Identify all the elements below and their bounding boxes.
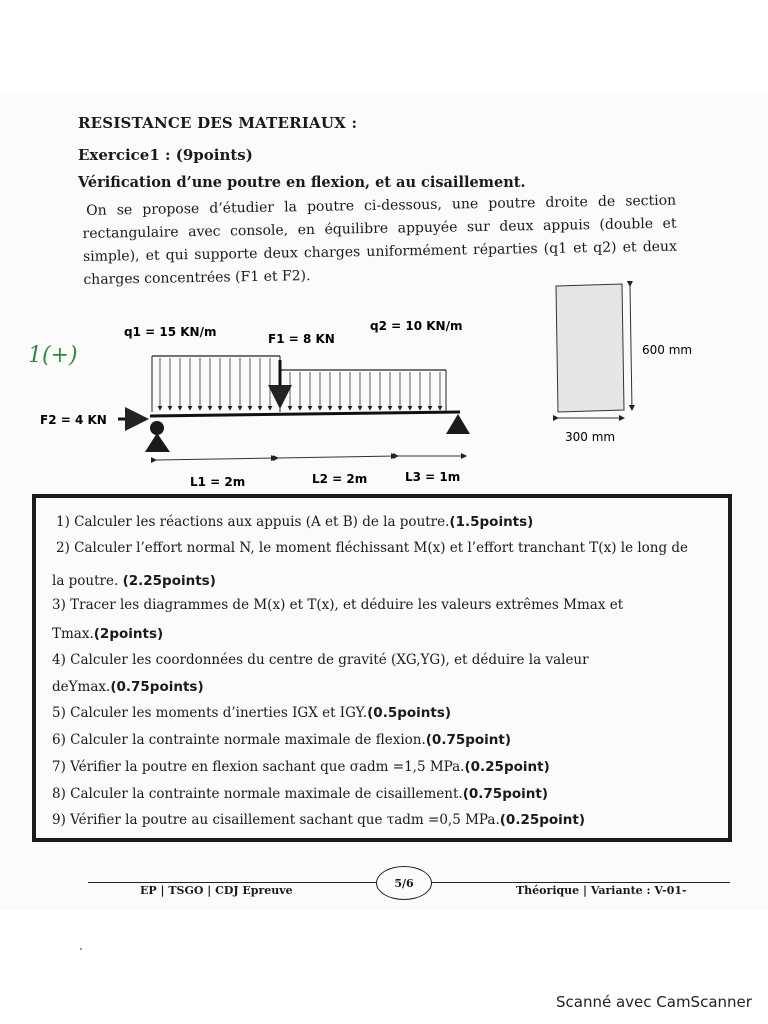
support-b [446,414,470,434]
question-1: 1) Calculer les réactions aux appuis (A et B) de la poutre.(1.5points) [56,514,534,530]
question-2-cont: la poutre. (2.25points) [52,573,216,589]
q2-load [280,370,446,412]
top-margin [0,0,768,92]
intro-text: On se propose d’étudier la poutre ci-dessous, une poutre droite de section rectangulaire avec console, en équilibre appuyée sur deux appuis (double et simple), et qui supporte deux charges uniformément réparties (q1 et q2) et deux charges concentrées (F1 et F2). [82,192,678,288]
question-4-cont: deYmax.(0.75points) [52,679,204,695]
q1-load [152,356,280,412]
beam-line [150,412,460,416]
camscanner-watermark: Scanné avec CamScanner [556,993,752,1011]
l1-label: L1 = 2m [190,475,246,489]
f1-label: F1 = 8 KN [268,332,335,346]
q2-label: q2 = 10 KN/m [370,319,463,333]
exercise-heading: Exercice1 : (9points) [78,146,253,164]
q1-label: q1 = 15 KN/m [124,325,217,339]
section-height-label: 600 mm [642,343,693,357]
question-3-cont: Tmax.(2points) [52,626,164,642]
footer-left: EP | TSGO | CDJ Epreuve [140,884,293,897]
footer-right: Théorique | Variante : V-01- [516,884,687,897]
question-5: 5) Calculer les moments d’inerties IGX et IGY.(0.5points) [52,705,452,721]
page-number: 5/6 [376,866,432,900]
question-8: 8) Calculer la contrainte normale maximale de cisaillement.(0.75point) [52,786,548,802]
exercise-subtitle: Vérification d’une poutre en flexion, et au cisaillement. [78,174,526,191]
cross-section [556,284,632,418]
support-a [145,421,170,452]
question-7: 7) Vérifier la poutre en flexion sachant que σadm =1,5 MPa.(0.25point) [52,759,550,775]
document-title: RESISTANCE DES MATERIAUX : [78,114,358,132]
scan-speck [80,948,82,950]
question-2: 2) Calculer l’effort normal N, le moment fléchissant M(x) et l’effort tranchant T(x) le long de [56,540,689,556]
question-4: 4) Calculer les coordonnées du centre de gravité (XG,YG), et déduire la valeur [52,652,589,668]
question-9: 9) Vérifier la poutre au cisaillement sachant que τadm =0,5 MPa.(0.25point) [52,812,586,828]
question-3: 3) Tracer les diagrammes de M(x) et T(x), et déduire les valeurs extrêmes Mmax et [52,597,624,613]
l2-label: L2 = 2m [312,472,368,486]
question-6: 6) Calculer la contrainte normale maximale de flexion.(0.75point) [52,732,512,748]
dimension-lines [156,456,466,460]
handwritten-note: 1(+) [28,343,78,368]
beam-diagram [0,270,768,495]
section-width-label: 300 mm [565,430,616,444]
f2-label: F2 = 4 KN [40,413,107,427]
l3-label: L3 = 1m [405,470,461,484]
